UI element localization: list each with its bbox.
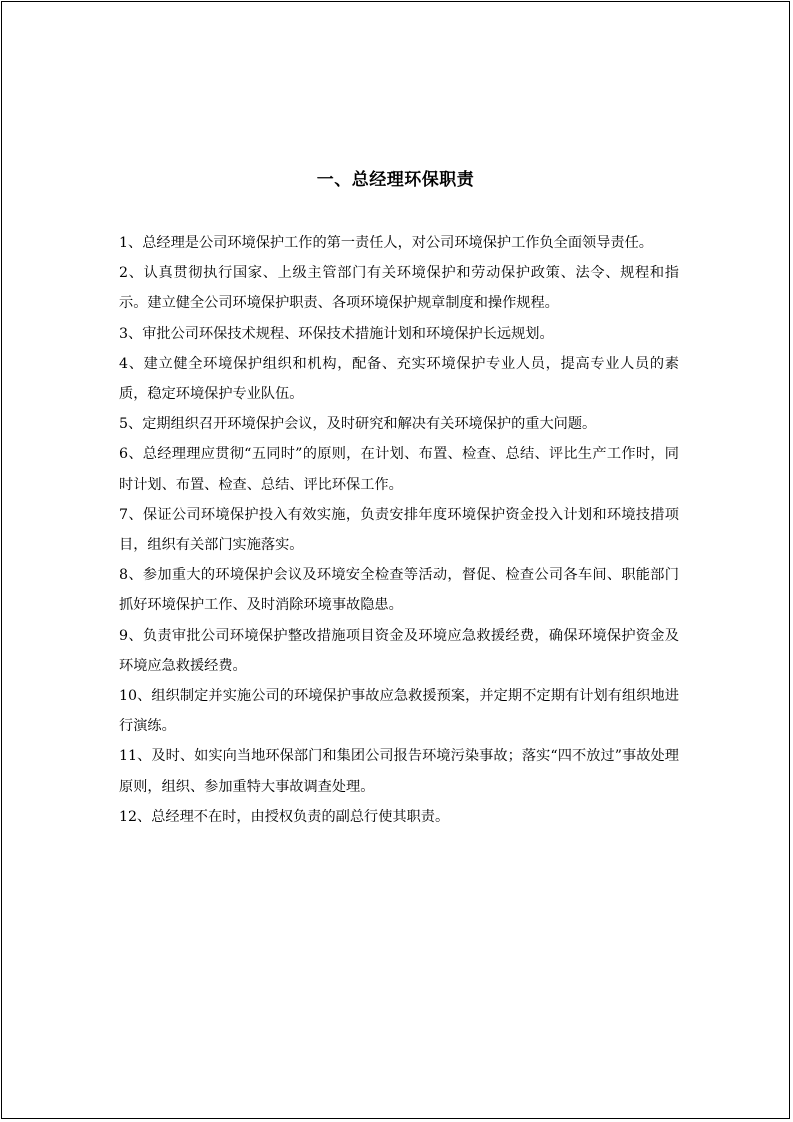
paragraph-10: 10、组织制定并实施公司的环境保护事故应急救援预案，并定期不定期有计划有组织地进行演练。 [119,688,679,735]
paragraph-8: 8、参加重大的环境保护会议及环境安全检查等活动，督促、检查公司各车间、职能部门抓好环境保护工作、及时消除环境事故隐患。 [119,567,679,614]
paragraph-7: 7、保证公司环境保护投入有效实施，负责安排年度环境保护资金投入计划和环境技措项目，组织有关部门实施落实。 [119,506,679,554]
document-page [1,1,790,1119]
paragraph-11: 11、及时、如实向当地环保部门和集团公司报告环境污染事故；落实“四不放过”事故处理原则，组织、参加重特大事故调查处理。 [119,748,679,795]
paragraph-5: 5、定期组织召开环境保护会议，及时研究和解决有关环境保护的重大问题。 [119,416,597,433]
paragraph-4: 4、建立健全环境保护组织和机构，配备、充实环境保护专业人员，提高专业人员的素质，稳定环境保护专业队伍。 [119,355,679,403]
paragraph-1: 1、总经理是公司环境保护工作的第一责任人，对公司环境保护工作负全面领导责任。 [119,235,653,251]
paragraph-6: 6、总经理理应贯彻“五同时”的原则，在计划、布置、检查、总结、评比生产工作时，同时计划、布置、检查、总结、评比环保工作。 [119,446,679,493]
paragraph-3: 3、审批公司环保技术规程、环保技术措施计划和环境保护长远规划。 [119,325,554,342]
paragraph-2: 2、认真贯彻执行国家、上级主管部门有关环境保护和劳动保护政策、法令、规程和指示。建立健全公司环境保护职责、各项环境保护规章制度和操作规程。 [119,265,679,312]
document-body [119,228,679,832]
document-title: 一、总经理环保职责 [316,170,475,190]
paragraph-9: 9、负责审批公司环境保护整改措施项目资金及环境应急救援经费，确保环境保护资金及环境应急救援经费。 [119,627,679,674]
paragraph-12: 12、总经理不在时，由授权负责的副总行使其职责。 [119,808,450,825]
